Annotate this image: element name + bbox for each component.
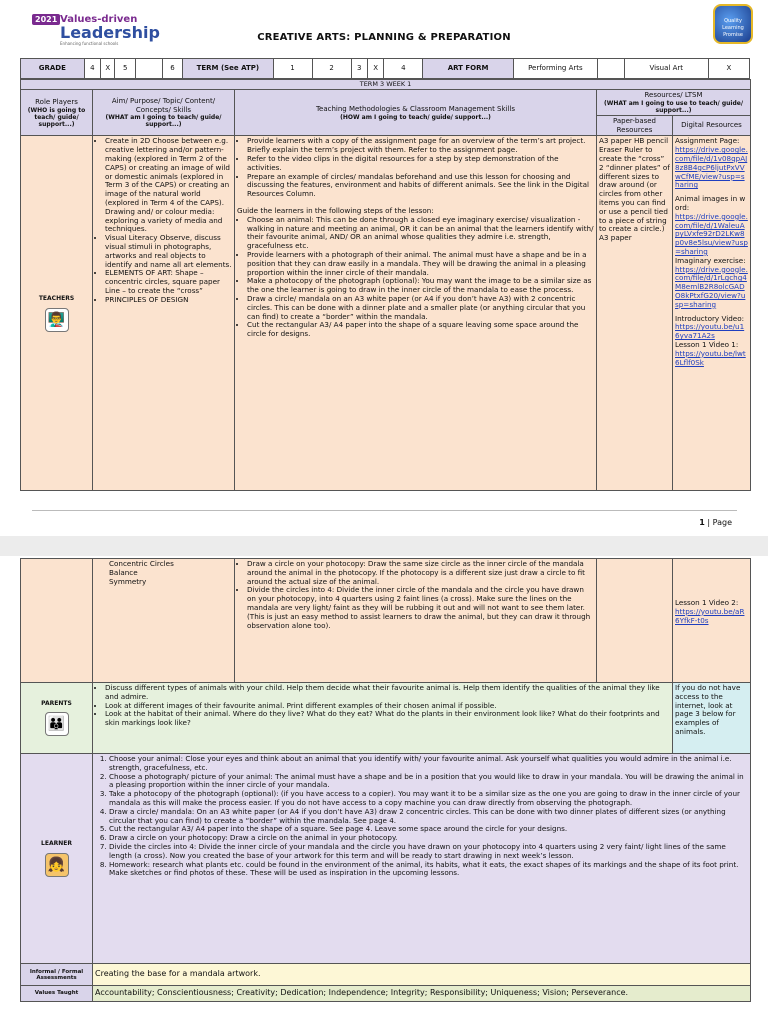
grade-6: 6 <box>162 59 183 79</box>
teachers-aims <box>93 136 235 491</box>
method-item: • Refer to the video clips in the digital resources for a step by step demonstration of the activities. <box>247 155 594 173</box>
grade-table <box>20 58 750 79</box>
quality-badge-icon: Quality Learning Promise <box>713 4 753 44</box>
planning-table-continued <box>20 558 751 1002</box>
values-text: Accountability; Conscientiousness; Creativity; Dedication; Independence; Integrity; Responsibility; Uniqueness; Vision; Perseverance. <box>93 986 751 1002</box>
grade-5-mark <box>135 59 162 79</box>
grade-4-mark: X <box>101 59 115 79</box>
animal-images-link[interactable]: https://drive.google.com/file/d/1WaleuApyLVxfe92rD2LKw8p0v8e5lsu/view?usp=sharing <box>675 211 748 256</box>
page-num: 1 <box>699 518 705 527</box>
learner-item: 7. Divide the circles into 4: Divide the inner circle of your mandala and the circle you have drawn on your photocopy into 4 quarters using 2 very faint/ light lines of the same length (a cross). Now you created the base of your artwork for this term and will be ready to start drawing in next week’s lesson. <box>109 843 748 861</box>
parents-role <box>21 683 93 754</box>
roles-header <box>21 90 93 136</box>
term-4: 4 <box>384 59 423 79</box>
learner-role <box>21 754 93 964</box>
imaginary-label: Imaginary exercise: <box>675 255 746 265</box>
parent-child-icon: 👪 <box>45 712 69 736</box>
step-item: • Draw a circle/ mandala on an A3 white paper (or A4 if you don’t have A3) with 2 concentric circles. This can be done with a dinner plate and a smaller plate (or anything circular that you can find) to create a “border” within the mandala. <box>247 295 594 321</box>
step-item: • Provide learners with a photograph of their animal. The animal must have a shape and be in a position that they can draw easily in a mandala. They will be drawing the animal in a pleasing proportion within the inner circle of their mandala. <box>247 251 594 277</box>
paper-resources: A3 paper HB pencil Eraser Ruler to create the “cross” 2 “dinner plates” of different sizes to draw around (or circles from other items you can find or use a pencil tied to a piece of string to create a circle.) A3 paper <box>597 136 673 491</box>
planning-table <box>20 79 751 491</box>
learner-item: 4. Draw a circle/ mandala: On an A3 white paper (or A4 if you don’t have A3) draw 2 concentric circles. This can be done with two dinner plates of different sizes (or anything circular that you can find) to create a “border” within the mandala. See page 4. <box>109 808 748 826</box>
grade-4: 4 <box>84 59 100 79</box>
cont-paper <box>597 559 673 683</box>
aim-item: • PRINCIPLES OF DESIGN <box>105 296 232 305</box>
term-3: 3 <box>351 59 367 79</box>
step-item: • Cut the rectangular A3/ A4 paper into the shape of a square leaving some space around the circle for designs. <box>247 321 594 339</box>
logo-line-3: Enhancing functional schools <box>60 41 119 46</box>
learner-item: 2. Choose a photograph/ picture of your animal: The animal must have a shape and be in a position that you would like to draw in your mandala. You will be drawing the animal in a pleasing proportion within the inner circle of your mandala. <box>109 773 748 791</box>
teachers-methods <box>235 136 597 491</box>
resources-subtitle: (WHAT am I going to use to teach/ guide/ support...) <box>604 99 744 114</box>
cont-steps <box>235 559 597 683</box>
intro-video-label: Introductory Video: <box>675 313 745 323</box>
teachers-role <box>21 136 93 491</box>
learner-item: 1. Choose your animal: Close your eyes and think about an animal that you identify with/ your favourite animal. Ask yourself what qualities you would admire in the animal i.e. strength, gracefulness, etc. <box>109 755 748 773</box>
grade-5: 5 <box>115 59 136 79</box>
imaginary-link[interactable]: https://drive.google.com/file/d/1rLgchg4M8emlB2R8olcGADO8kPtxfG20/view?usp=sharing <box>675 264 748 309</box>
paper-based-header: Paper-based Resources <box>597 115 673 136</box>
roles-title: Role Players <box>35 97 78 106</box>
assessment-text: Creating the base for a mandala artwork. <box>93 964 751 986</box>
assignment-link[interactable]: https://drive.google.com/file/d/1v08qpAJ8z8B4gcP6ljutPxVVwCfME/view?usp=sharing <box>675 145 748 190</box>
step-item: • Make a photocopy of the photograph (optional): You may want the image to be a similar size as the one the learner is going to draw in the inner circle of the mandala to ease the process. <box>247 277 594 295</box>
term-1: 1 <box>273 59 312 79</box>
grade-label: GRADE <box>21 59 85 79</box>
assignment-label: Assignment Page: <box>675 136 740 146</box>
roles-subtitle: (WHO is going to teach/ guide/ support...) <box>27 106 86 128</box>
teach-subtitle: (HOW am I going to teach/ guide/ support...) <box>340 113 491 121</box>
learner-item: 8. Homework: research what plants etc. could be found in the environment of the animal, its habits, what it eats, the exact shapes of its markings and the shape of its foot print. Make sketches or find photos of these. These will be used as inspiration in the upcoming lessons. <box>109 861 748 879</box>
aim-concentric: Concentric Circles <box>109 559 174 568</box>
lesson1-video1-label: Lesson 1 Video 1: <box>675 339 739 349</box>
parent-item: • Discuss different types of animals with your child. Help them decide what their favourite animal is. Help them identify the qualities of the animal they like and admire. <box>105 684 670 702</box>
page-gap <box>0 536 768 556</box>
cont-aims <box>93 559 235 683</box>
aim-subtitle: (WHAT am I going to teach/ guide/ support...) <box>105 114 222 129</box>
aim-symmetry: Symmetry <box>109 576 147 586</box>
learner-icon: 👧 <box>45 853 69 877</box>
guide-intro: Guide the learners in the following steps of the lesson: <box>237 205 434 215</box>
page-number <box>699 518 732 527</box>
aim-header <box>93 90 235 136</box>
art-form-label: ART FORM <box>423 59 513 79</box>
aim-title: Aim/ Purpose/ Topic/ Content/ Concepts/ Skills <box>111 96 216 114</box>
teacher-icon: 👨‍🏫 <box>45 308 69 332</box>
learner-item: 5. Cut the rectangular A3/ A4 paper into the shape of a square. See page 4. Leave some space around the circle for your designs. <box>109 825 748 834</box>
page-label: | Page <box>707 518 732 527</box>
learner-item: 3. Take a photocopy of the photograph (optional): (if you have access to a copier). You may want it to be a similar size as the one you are going to draw in the inner circle of your mandala as this will make the process easier. If you do not have access to a copy machine you can draw directly from observing the photograph. <box>109 790 748 808</box>
digital-resources <box>673 136 751 491</box>
lesson1-video2-link[interactable]: https://youtu.be/aR6YfkF-t0s <box>675 606 745 625</box>
page-title: CREATIVE ARTS: PLANNING & PREPARATION <box>257 32 511 43</box>
intro-video-link[interactable]: https://youtu.be/u16yva71A2s <box>675 322 745 341</box>
method-item: • Provide learners with a copy of the assignment page for an overview of the term’s art project. Briefly explain the term’s project with them. Refer to the assignment page. <box>247 137 594 155</box>
aim-item: • Create in 2D Choose between e.g. creative lettering and/or pattern-making (explored in Term 2 of the CAPS) or creating an image of wild or domestic animals (explored in Term 3 of the CAPS) or creating an image of the natural world (explored in Term 4 of the CAPS). Drawing and/ or colour media: exploring a variety of media and techniques. <box>105 137 232 234</box>
lesson1-video2-label: Lesson 1 Video 2: <box>675 598 739 607</box>
cont-digital <box>673 559 751 683</box>
visual-art: Visual Art <box>624 59 708 79</box>
resources-title: Resources/ LTSM <box>644 91 703 99</box>
digital-header: Digital Resources <box>673 115 751 136</box>
teachers-label: TEACHERS <box>38 294 75 302</box>
term-3-mark: X <box>367 59 383 79</box>
parent-item: • Look at different images of their favourite animal. Print different examples of their chosen animal if possible. <box>105 702 670 711</box>
parents-label: PARENTS <box>41 699 72 707</box>
logo-line-2: Leadership <box>60 23 160 42</box>
parents-content <box>93 683 673 754</box>
parent-item: • Look at the habitat of their animal. Where do they live? What do they eat? What do the plants in their environment look like? What do their footprints and skin markings look like? <box>105 710 670 728</box>
values-label: Values Taught <box>21 986 93 1002</box>
step-item: • Choose an animal: This can be done through a closed eye imaginary exercise/ visualization - walking in nature and meeting an animal, OR it can be an animal that the learners identify with/ their favourite animal, AND/ OR an animal whose qualities they admire i.e. strength, gracefulness etc. <box>247 216 594 251</box>
learner-label: LEARNER <box>41 840 72 848</box>
visual-art-mark: X <box>708 59 749 79</box>
resources-header <box>597 90 751 116</box>
aim-item: • ELEMENTS OF ART: Shape – concentric circles, square paper Line – to create the “cross” <box>105 269 232 295</box>
teach-title: Teaching Methodologies & Classroom Management Skills <box>315 104 516 113</box>
aim-balance: Balance <box>109 567 138 577</box>
performing-arts-mark <box>597 59 624 79</box>
method-item: • Prepare an example of circles/ mandalas beforehand and use this lesson for choosing and discussing the features, environment and habits of different animals. See the link in the Digital Resources Column. <box>247 173 594 199</box>
week-label: TERM 3 WEEK 1 <box>21 80 751 90</box>
step-item: • Divide the circles into 4: Divide the inner circle of the mandala and the circle you have drawn on your photocopy, into 4 quarters using 2 faint lines (a cross). Make sure the lines on the mandala are very light/ faint as they will be rubbing it out and will not want to see them later. (This is just an easy method to assist learners to draw the animal, but they can draw it through observation alone too). <box>247 586 594 630</box>
page-divider <box>32 510 737 511</box>
assessment-label: Informal / Formal Assessments <box>21 964 93 986</box>
term-2: 2 <box>312 59 351 79</box>
step-item: • Draw a circle on your photocopy: Draw the same size circle as the inner circle of the mandala around the animal in the photocopy. If the photocopy is a different size just draw a circle to fit around the actual size of the animal. <box>247 560 594 586</box>
teach-header <box>235 90 597 136</box>
logo-year: 2021 <box>32 14 60 25</box>
learner-content <box>93 754 751 964</box>
animal-images-label: Animal images in word: <box>675 194 746 212</box>
parents-resource: If you do not have access to the internet, look at page 3 below for examples of animals. <box>673 683 751 754</box>
term-label: TERM (See ATP) <box>183 59 273 79</box>
lesson1-video1-link[interactable]: https://youtu.be/lwt6Lflf0Sk <box>675 348 746 367</box>
learner-item: 6. Draw a circle on your photocopy: Draw a circle on the animal in your photocopy. <box>109 834 748 843</box>
aim-item: • Visual Literacy Observe, discuss visual stimuli in photographs, artworks and real objects to identify and name all art elements. <box>105 234 232 269</box>
logo-line-1: Values-driven <box>60 14 138 25</box>
cont-role <box>21 559 93 683</box>
performing-arts: Performing Arts <box>513 59 597 79</box>
